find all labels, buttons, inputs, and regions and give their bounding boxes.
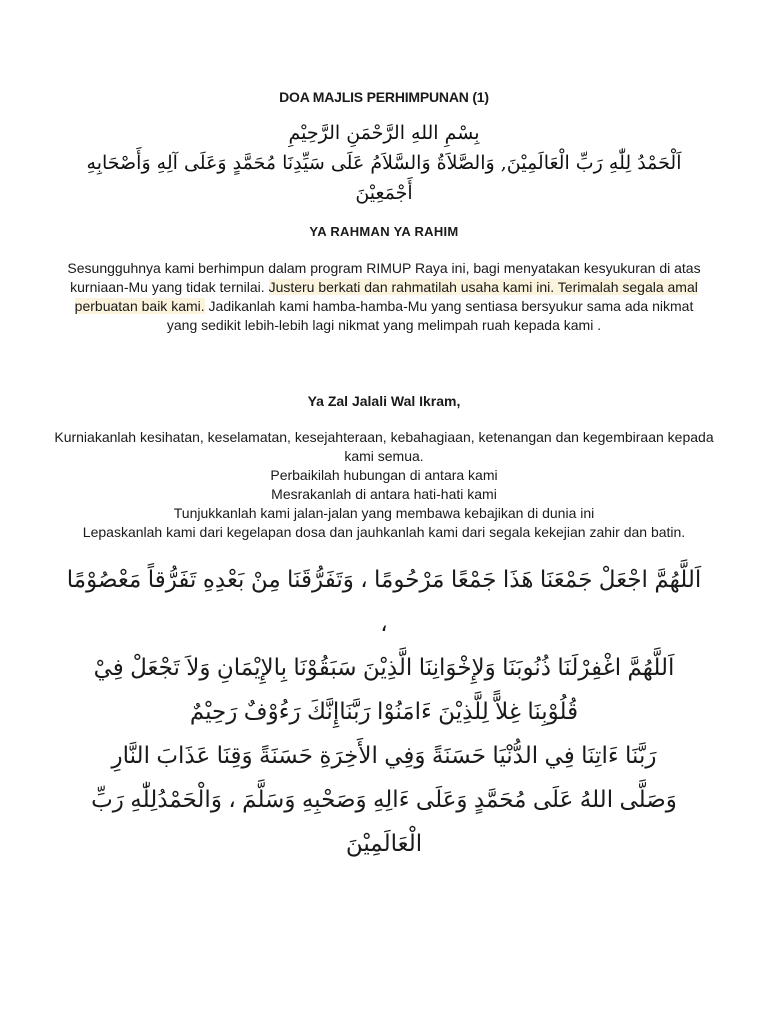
paragraph-supplication [50,428,718,542]
arabic-doa-line-2: اَللَّهُمَّ اغْفِرْلَنَا ذُنُوبَنَا وَلإِخْوَانِنَا الَّذِيْنَ سَبَقُوْنَا بِالإِيْمَانِ وَلاَ تَجْعَلْ فِيْ [93,654,675,680]
arabic-doa-line-1: اَللَّهُمَّ اجْعَلْ جَمْعَنَا هَذَا جَمْعًا مَرْحُومًا ، وَتَفَرُّقَنَا مِنْ بَعْدِهِ تَفَرُّقاً مَعْصُوْمًا ، [66,566,702,636]
arabic-doa-line-5: وَصَلَّى اللهُ عَلَى مُحَمَّدٍ وَعَلَى ءَالِهِ وَصَحْبِهِ وَسَلَّمَ ، وَالْحَمْدُلِلّٰهِ رَبِّ الْعَالَمِيْنَ [91,786,677,856]
highlighted-text: Justeru berkati dan rahmatilah usaha kami ini. Terimalah segala amal perbuatan baik kami. [74,279,698,314]
supplication-line-4: Tunjukkanlah kami jalan-jalan yang membawa kebajikan di dunia ini [173,505,595,521]
supplication-line-2: Perbaikilah hubungan di antara kami [270,467,498,483]
heading-ya-zal-jalali: Ya Zal Jalali Wal Ikram, [307,393,461,409]
arabic-doa-line-3: قُلُوْبِنَا غِلاًّ لِلَّذِيْنَ ءَامَنُوْا رَبَّنَاإِنَّكَ رَءُوْفٌ رَحِيْمٌ [189,698,579,724]
supplication-line-3: Mesrakanlah di antara hati-hati kami [271,486,497,502]
hamdalah-text: اَلْحَمْدُ لِلّٰهِ رَبِّ الْعَالَمِيْنَ, وَالصَّلاَةُ وَالسَّلاَمُ عَلَى سَيِّدِنَا مُحَمَّدٍ وَعَلَى آلِهِ وَأَصْحَابِهِ أَجْمَعِيْنَ [86,152,682,204]
heading-ya-rahman: YA RAHMAN YA RAHIM [309,224,459,239]
arabic-doa-line-4: رَبَّنَا ءَاتِنَا فِي الدُّنْيَا حَسَنَةً وَفِي الأَخِرَةِ حَسَنَةً وَقِنَا عَذَابَ النَّارِ [111,742,657,768]
supplication-line-1: Kurniakanlah kesihatan, keselamatan, kesejahteraan, kebahagiaan, ketenangan dan kegembiraan kepada kami semua. [54,429,714,464]
paragraph-gratitude-part2: Jadikanlah kami hamba-hamba-Mu yang sentiasa bersyukur sama ada nikmat yang sedikit lebih-lebih lagi nikmat yang melimpah ruah kepada kami . [166,298,694,333]
bismillah-text: بِسْمِ اللهِ الرَّحْمَنِ الرَّحِيْمِ [288,122,480,144]
supplication-line-5: Lepaskanlah kami dari kegelapan dosa dan jauhkanlah kami dari segala kekejian zahir dan batin. [82,524,686,540]
document-title: DOA MAJLIS PERHIMPUNAN (1) [279,89,489,105]
paragraph-gratitude-part1: Sesungguhnya kami berhimpun dalam program RIMUP Raya ini, bagi menyatakan kesyukuran di atas kurniaan-Mu yang tidak ternilai. [67,260,701,295]
arabic-doa-block [60,557,708,865]
paragraph-gratitude [60,259,708,335]
